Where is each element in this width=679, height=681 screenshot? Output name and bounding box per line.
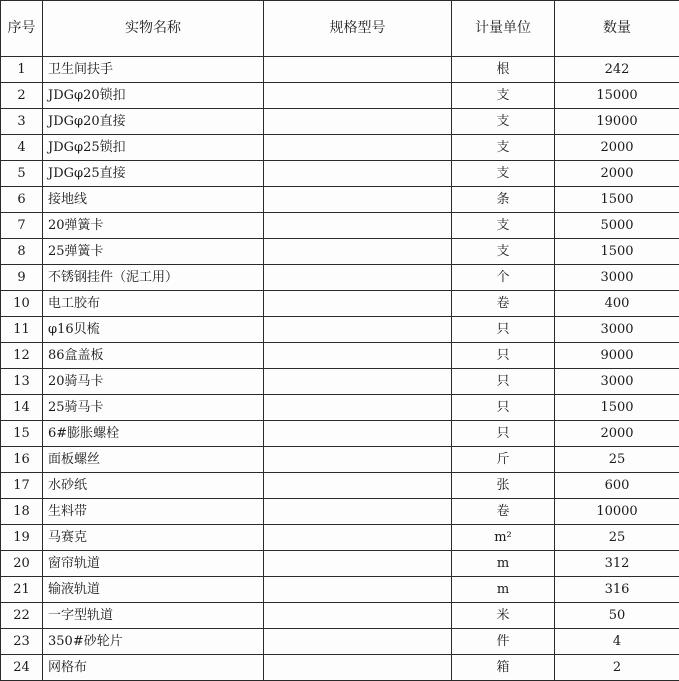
table-header bbox=[1, 1, 679, 57]
cell-index: 10 bbox=[1, 291, 43, 317]
cell-index: 13 bbox=[1, 369, 43, 395]
cell-name: 25骑马卡 bbox=[43, 395, 264, 421]
cell-unit: 件 bbox=[452, 629, 555, 655]
cell-qty: 600 bbox=[555, 473, 679, 499]
cell-qty: 316 bbox=[555, 577, 679, 603]
table-row bbox=[1, 499, 679, 525]
cell-qty: 2000 bbox=[555, 135, 679, 161]
cell-name: 电工胶布 bbox=[43, 291, 264, 317]
cell-index: 18 bbox=[1, 499, 43, 525]
header-index: 序号 bbox=[1, 1, 43, 57]
cell-name: 20骑马卡 bbox=[43, 369, 264, 395]
cell-name: JDGφ20锁扣 bbox=[43, 83, 264, 109]
cell-spec bbox=[264, 83, 452, 109]
cell-spec bbox=[264, 655, 452, 681]
table-row bbox=[1, 265, 679, 291]
cell-qty: 2000 bbox=[555, 161, 679, 187]
cell-index: 23 bbox=[1, 629, 43, 655]
table-row bbox=[1, 57, 679, 83]
cell-qty: 1500 bbox=[555, 395, 679, 421]
header-spec: 规格型号 bbox=[264, 1, 452, 57]
cell-unit: 斤 bbox=[452, 447, 555, 473]
cell-name: 接地线 bbox=[43, 187, 264, 213]
table-row bbox=[1, 525, 679, 551]
cell-index: 2 bbox=[1, 83, 43, 109]
cell-unit: m bbox=[452, 577, 555, 603]
table-row bbox=[1, 161, 679, 187]
cell-index: 15 bbox=[1, 421, 43, 447]
cell-unit: 卷 bbox=[452, 499, 555, 525]
table-row bbox=[1, 83, 679, 109]
cell-qty: 25 bbox=[555, 447, 679, 473]
cell-spec bbox=[264, 265, 452, 291]
cell-qty: 10000 bbox=[555, 499, 679, 525]
cell-index: 12 bbox=[1, 343, 43, 369]
table-row bbox=[1, 369, 679, 395]
header-qty: 数量 bbox=[555, 1, 679, 57]
table-row bbox=[1, 655, 679, 681]
cell-spec bbox=[264, 577, 452, 603]
cell-unit: 支 bbox=[452, 83, 555, 109]
cell-name: 6#膨胀螺栓 bbox=[43, 421, 264, 447]
cell-unit: 只 bbox=[452, 343, 555, 369]
cell-qty: 4 bbox=[555, 629, 679, 655]
cell-index: 9 bbox=[1, 265, 43, 291]
cell-qty: 3000 bbox=[555, 317, 679, 343]
cell-unit: 只 bbox=[452, 317, 555, 343]
cell-name: 输液轨道 bbox=[43, 577, 264, 603]
cell-unit: m² bbox=[452, 525, 555, 551]
table-body bbox=[1, 57, 679, 681]
cell-spec bbox=[264, 317, 452, 343]
cell-index: 14 bbox=[1, 395, 43, 421]
cell-index: 24 bbox=[1, 655, 43, 681]
cell-qty: 9000 bbox=[555, 343, 679, 369]
cell-index: 1 bbox=[1, 57, 43, 83]
cell-spec bbox=[264, 603, 452, 629]
cell-spec bbox=[264, 187, 452, 213]
cell-index: 20 bbox=[1, 551, 43, 577]
cell-unit: 个 bbox=[452, 265, 555, 291]
table-row bbox=[1, 395, 679, 421]
cell-qty: 242 bbox=[555, 57, 679, 83]
cell-unit: 只 bbox=[452, 369, 555, 395]
table-row bbox=[1, 629, 679, 655]
cell-qty: 2 bbox=[555, 655, 679, 681]
cell-spec bbox=[264, 57, 452, 83]
cell-spec bbox=[264, 239, 452, 265]
cell-name: 一字型轨道 bbox=[43, 603, 264, 629]
cell-index: 21 bbox=[1, 577, 43, 603]
cell-unit: 条 bbox=[452, 187, 555, 213]
cell-unit: 只 bbox=[452, 421, 555, 447]
cell-name: 86盒盖板 bbox=[43, 343, 264, 369]
cell-spec bbox=[264, 447, 452, 473]
cell-name: JDGφ25锁扣 bbox=[43, 135, 264, 161]
cell-index: 11 bbox=[1, 317, 43, 343]
cell-spec bbox=[264, 629, 452, 655]
cell-name: 不锈钢挂件（泥工用） bbox=[43, 265, 264, 291]
cell-index: 3 bbox=[1, 109, 43, 135]
cell-index: 4 bbox=[1, 135, 43, 161]
cell-index: 19 bbox=[1, 525, 43, 551]
cell-spec bbox=[264, 421, 452, 447]
cell-index: 16 bbox=[1, 447, 43, 473]
cell-spec bbox=[264, 161, 452, 187]
table-row bbox=[1, 447, 679, 473]
header-row bbox=[1, 1, 679, 57]
cell-qty: 312 bbox=[555, 551, 679, 577]
table-row bbox=[1, 135, 679, 161]
cell-unit: 支 bbox=[452, 239, 555, 265]
cell-index: 7 bbox=[1, 213, 43, 239]
cell-index: 6 bbox=[1, 187, 43, 213]
cell-qty: 3000 bbox=[555, 265, 679, 291]
cell-name: 网格布 bbox=[43, 655, 264, 681]
cell-index: 8 bbox=[1, 239, 43, 265]
table-row bbox=[1, 213, 679, 239]
table-row bbox=[1, 291, 679, 317]
cell-unit: 箱 bbox=[452, 655, 555, 681]
cell-qty: 15000 bbox=[555, 83, 679, 109]
cell-name: 25弹簧卡 bbox=[43, 239, 264, 265]
cell-unit: 卷 bbox=[452, 291, 555, 317]
cell-spec bbox=[264, 343, 452, 369]
cell-spec bbox=[264, 213, 452, 239]
cell-qty: 19000 bbox=[555, 109, 679, 135]
cell-spec bbox=[264, 395, 452, 421]
table-row bbox=[1, 187, 679, 213]
cell-unit: 支 bbox=[452, 213, 555, 239]
cell-qty: 1500 bbox=[555, 239, 679, 265]
cell-qty: 5000 bbox=[555, 213, 679, 239]
cell-name: 窗帘轨道 bbox=[43, 551, 264, 577]
cell-qty: 25 bbox=[555, 525, 679, 551]
cell-spec bbox=[264, 369, 452, 395]
cell-unit: 支 bbox=[452, 109, 555, 135]
cell-spec bbox=[264, 525, 452, 551]
cell-name: φ16贝梳 bbox=[43, 317, 264, 343]
table-row bbox=[1, 473, 679, 499]
cell-spec bbox=[264, 135, 452, 161]
cell-index: 17 bbox=[1, 473, 43, 499]
cell-name: 生料带 bbox=[43, 499, 264, 525]
cell-spec bbox=[264, 291, 452, 317]
cell-name: 马赛克 bbox=[43, 525, 264, 551]
cell-name: 卫生间扶手 bbox=[43, 57, 264, 83]
cell-unit: 张 bbox=[452, 473, 555, 499]
cell-spec bbox=[264, 499, 452, 525]
cell-unit: 米 bbox=[452, 603, 555, 629]
cell-index: 5 bbox=[1, 161, 43, 187]
cell-name: 面板螺丝 bbox=[43, 447, 264, 473]
cell-qty: 3000 bbox=[555, 369, 679, 395]
cell-unit: 支 bbox=[452, 135, 555, 161]
header-unit: 计量单位 bbox=[452, 1, 555, 57]
table-row bbox=[1, 343, 679, 369]
cell-unit: m bbox=[452, 551, 555, 577]
cell-spec bbox=[264, 551, 452, 577]
cell-qty: 400 bbox=[555, 291, 679, 317]
cell-qty: 2000 bbox=[555, 421, 679, 447]
header-name: 实物名称 bbox=[43, 1, 264, 57]
cell-name: JDGφ25直接 bbox=[43, 161, 264, 187]
table-row bbox=[1, 551, 679, 577]
cell-name: 350#砂轮片 bbox=[43, 629, 264, 655]
table-row bbox=[1, 239, 679, 265]
table-row bbox=[1, 603, 679, 629]
cell-name: JDGφ20直接 bbox=[43, 109, 264, 135]
cell-qty: 1500 bbox=[555, 187, 679, 213]
cell-unit: 支 bbox=[452, 161, 555, 187]
table-row bbox=[1, 577, 679, 603]
cell-spec bbox=[264, 109, 452, 135]
table-row bbox=[1, 109, 679, 135]
table-row bbox=[1, 317, 679, 343]
cell-unit: 只 bbox=[452, 395, 555, 421]
cell-name: 20弹簧卡 bbox=[43, 213, 264, 239]
cell-index: 22 bbox=[1, 603, 43, 629]
cell-unit: 根 bbox=[452, 57, 555, 83]
cell-spec bbox=[264, 473, 452, 499]
cell-name: 水砂纸 bbox=[43, 473, 264, 499]
table-row bbox=[1, 421, 679, 447]
cell-qty: 50 bbox=[555, 603, 679, 629]
